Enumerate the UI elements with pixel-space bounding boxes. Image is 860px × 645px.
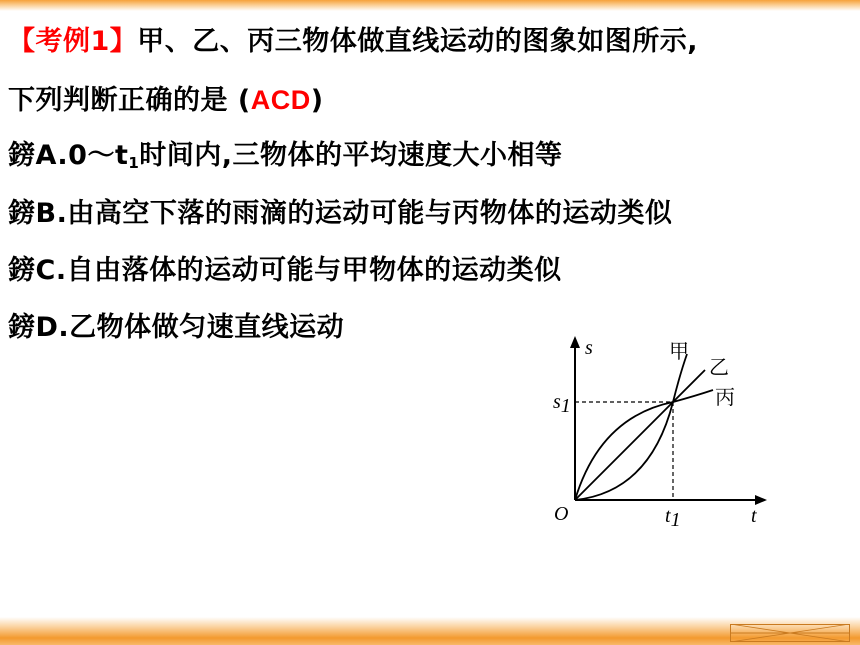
s1-label: s1 [553, 391, 571, 417]
option-letter: D. [35, 312, 70, 343]
example-tag: 【考例1】 [8, 26, 138, 57]
curve-yi [575, 370, 705, 500]
corner-decoration [730, 624, 850, 642]
label-jia: 甲 [669, 339, 689, 363]
origin-label: O [554, 503, 569, 525]
bullet-glyph: 鎊 [8, 198, 36, 229]
label-yi: 乙 [709, 355, 729, 379]
option-letter: A. [35, 140, 69, 171]
option-d: 鎊D.乙物体做匀速直线运动 [8, 312, 345, 343]
question-stem-part1: 甲、乙、丙三物体做直线运动的图象如图所示, [137, 26, 699, 57]
question-line-2: 下列判断正确的是 (ACD) [8, 85, 324, 116]
label-bing: 丙 [715, 385, 735, 409]
option-b: 鎊B.由高空下落的雨滴的运动可能与丙物体的运动类似 [8, 198, 673, 229]
option-letter: B. [35, 198, 68, 229]
question-line-1 [8, 24, 698, 60]
bullet-glyph: 鎊 [8, 255, 36, 286]
top-orange-band [0, 0, 860, 11]
option-a: 鎊$A.0\sim t_1$时间内,三物体的平均速度大小相等 [8, 140, 563, 172]
answer-text: ACD [250, 85, 311, 115]
s-axis-label: s [585, 337, 593, 359]
t-axis-arrow [755, 495, 767, 505]
option-letter: C. [35, 255, 67, 286]
t-axis-label: t [751, 505, 757, 527]
curve-jia [575, 354, 687, 500]
option-c: 鎊C.自由落体的运动可能与甲物体的运动类似 [8, 255, 562, 286]
s-t-graph [545, 332, 775, 532]
s-axis-arrow [570, 336, 580, 348]
bullet-glyph: 鎊 [8, 140, 36, 171]
t1-label: t1 [665, 505, 681, 531]
bullet-glyph: 鎊 [8, 312, 36, 343]
question-stem-part2: 下列判断正确的是 [8, 85, 228, 116]
curve-bing [575, 390, 713, 500]
